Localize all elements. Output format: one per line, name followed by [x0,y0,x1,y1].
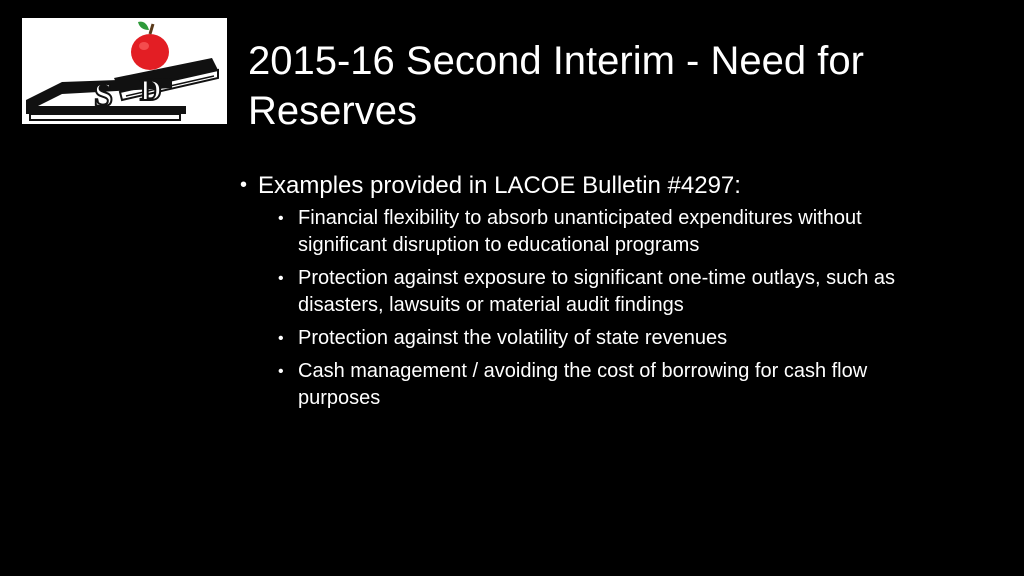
sub-bullet-list [240,205,920,412]
slide-title: 2015-16 Second Interim - Need for Reserves [248,39,864,133]
bullet-item [240,170,920,201]
sub-bullet-item [278,205,920,259]
bullet-text: Examples provided in LACOE Bulletin #4297: [258,172,741,199]
bullet-dot-icon: • [240,174,248,196]
sub-bullet-item [278,325,920,352]
bullet-dot-icon: • [278,210,284,227]
district-logo [22,18,227,124]
bullet-dot-icon: • [278,330,284,347]
bullet-dot-icon: • [278,363,284,380]
bullet-dot-icon: • [278,270,284,287]
sub-bullet-item [278,358,920,412]
sub-bullet-item [278,265,920,319]
sub-bullet-text: Protection against the volatility of state revenues [298,327,728,349]
book-apple-logo-icon [22,18,227,124]
svg-text:S: S [94,77,113,114]
sub-bullet-text: Cash management / avoiding the cost of borrowing for cash flow purposes [298,360,868,409]
slide-content [240,170,920,418]
svg-text:D: D [140,74,162,107]
sub-bullet-text: Protection against exposure to significant one-time outlays, such as disasters, lawsuits or material audit findings [298,267,895,316]
sub-bullet-text: Financial flexibility to absorb unanticipated expenditures without significant disruption to educational programs [298,207,862,256]
